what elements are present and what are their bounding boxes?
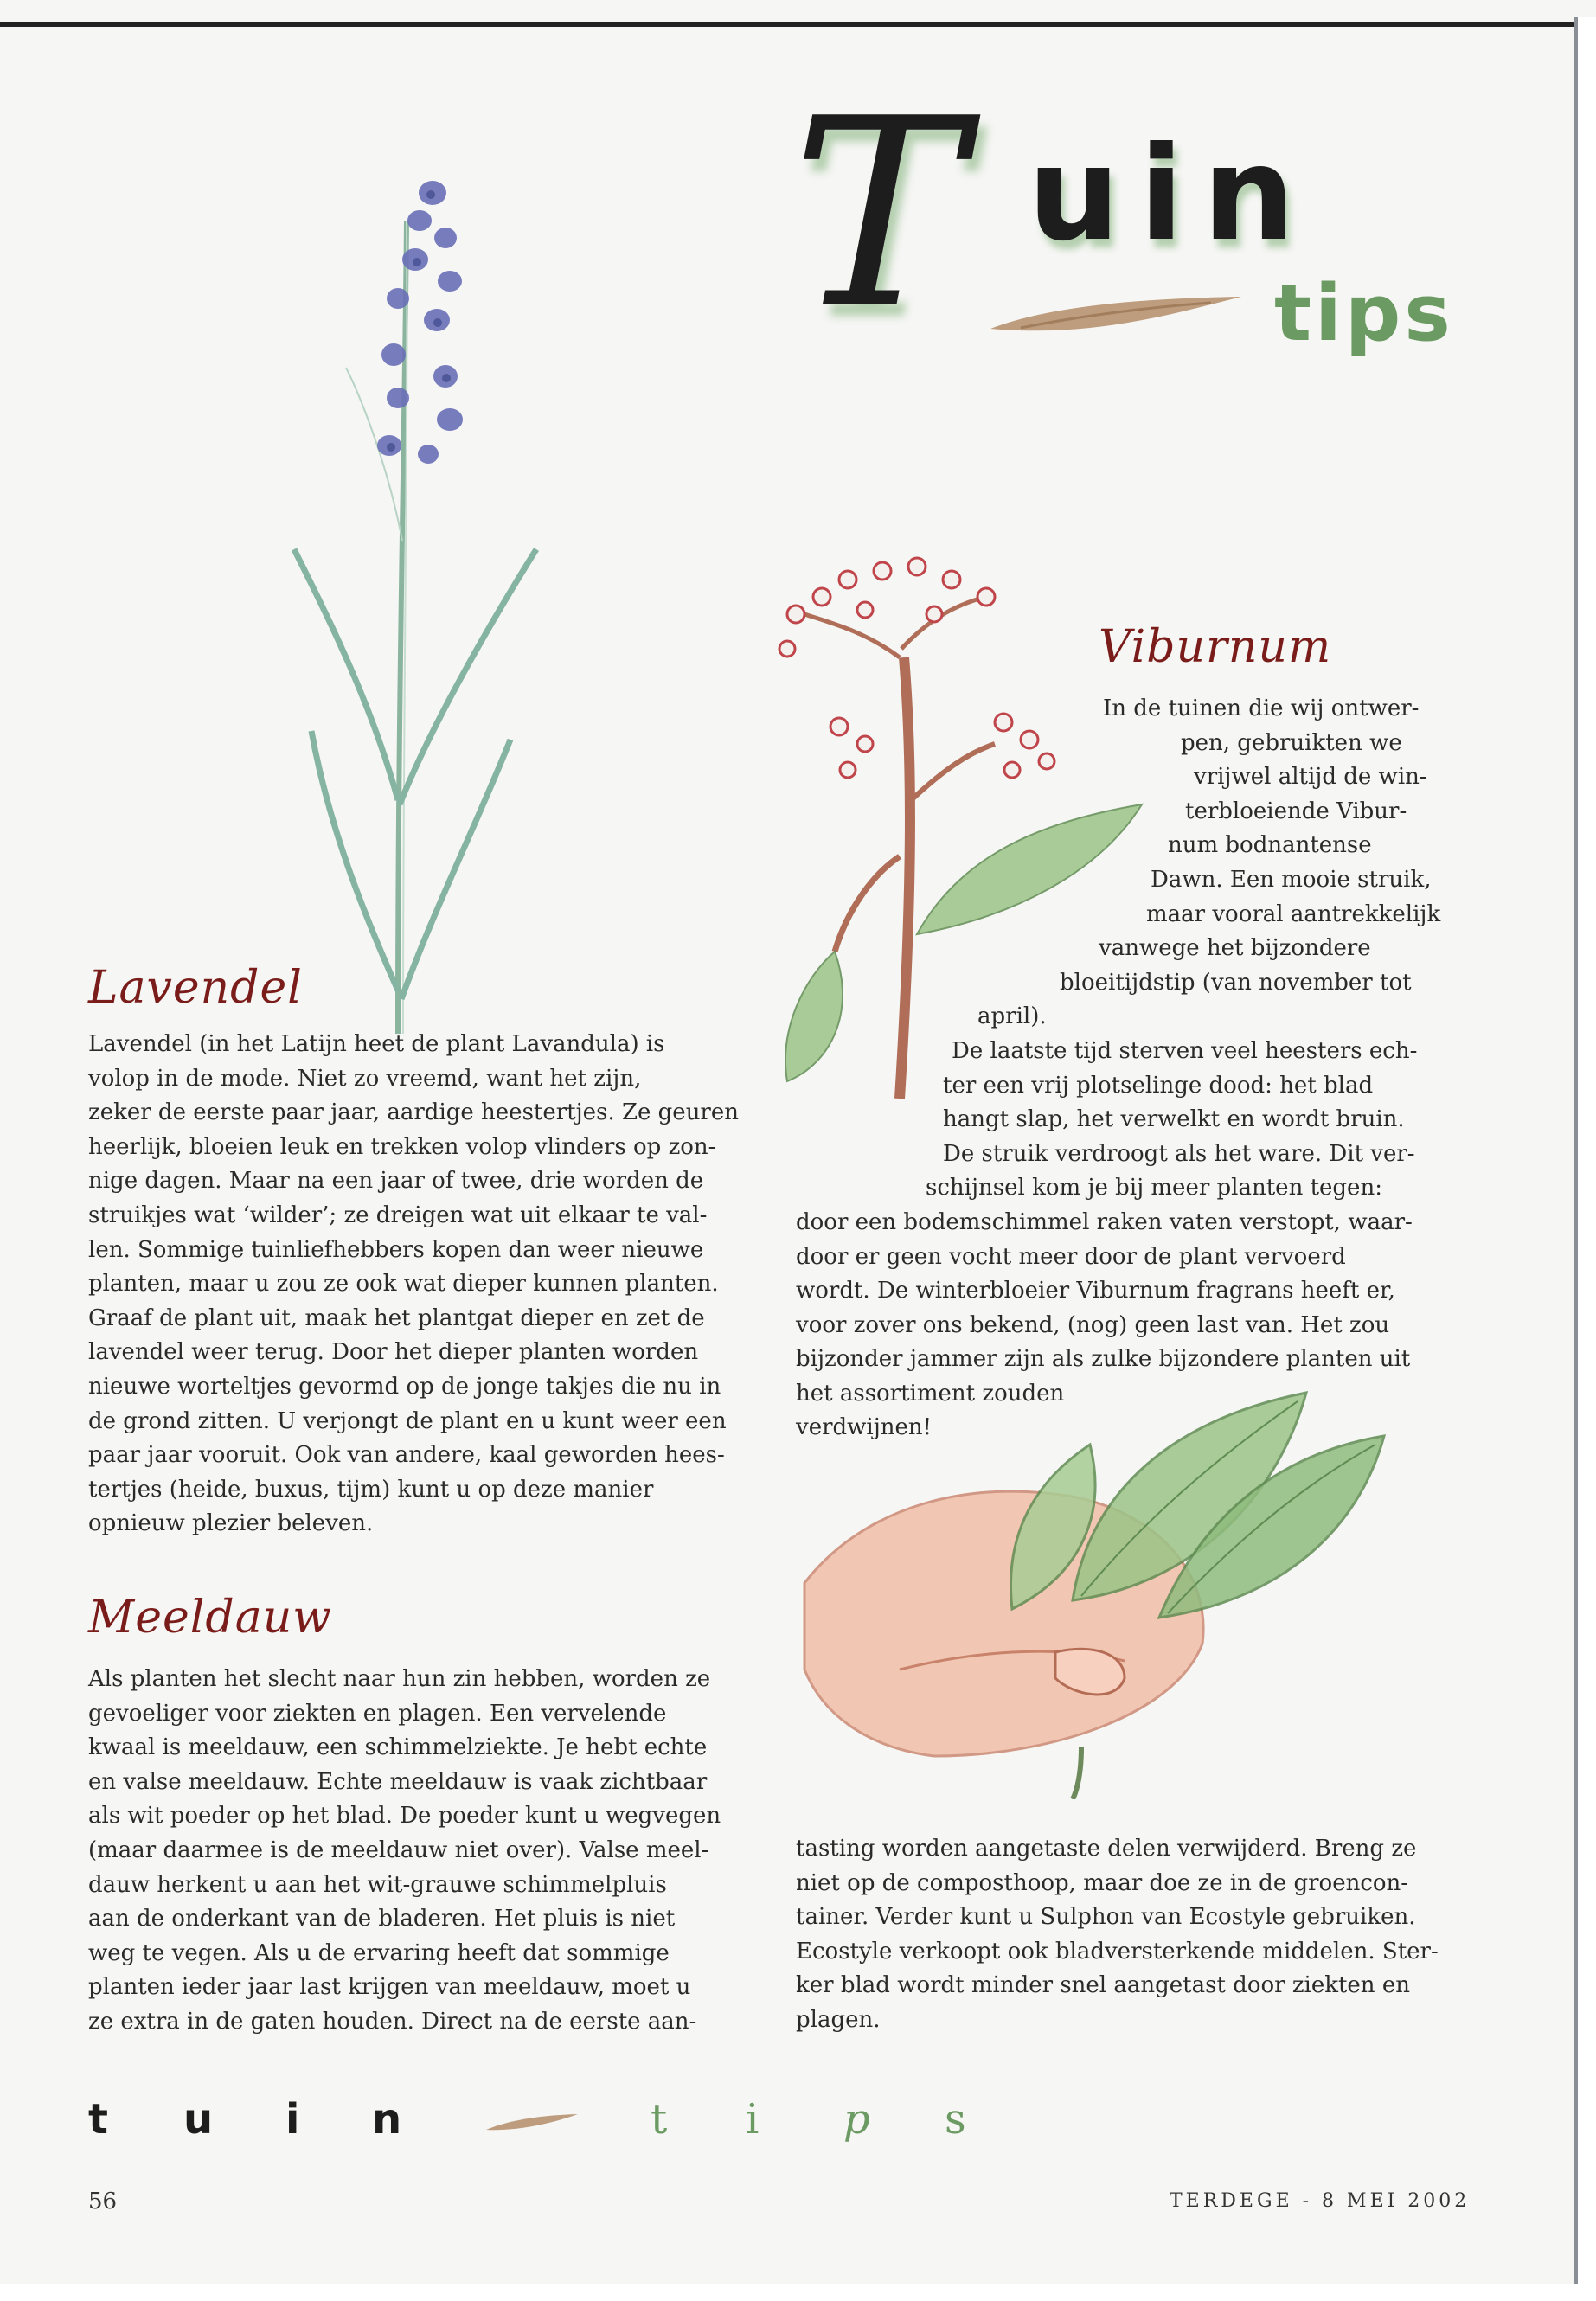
title-subword: tips: [1274, 268, 1454, 359]
meeldauw-heading: Meeldauw: [88, 1592, 332, 1644]
text-line: voor zover ons bekend, (nog) geen last van. Het zou: [796, 1311, 1390, 1338]
text-line: num bodnantense: [1168, 832, 1372, 859]
text-line: terbloeiende Vibur-: [1185, 798, 1407, 824]
text-line: De laatste tijd sterven veel heesters ech-: [952, 1037, 1418, 1064]
meeldauw-body-continued: [796, 1832, 1488, 2038]
text-line: volop in de mode. Niet zo vreemd, want het zijn,: [88, 1065, 642, 1092]
text-line: bloeitijdstip (van november tot: [1060, 969, 1412, 996]
text-line: ze extra in de gaten houden. Direct na de eerste aan-: [88, 2008, 697, 2035]
text-line: Lavendel (in het Latijn heet de plant Lavandula) is: [88, 1031, 665, 1057]
text-line: hangt slap, het verwelkt en wordt bruin.: [943, 1106, 1405, 1133]
text-line: Ecostyle verkoopt ook bladversterkende middelen. Ster-: [796, 1938, 1439, 1965]
text-line: nieuwe worteltjes gevormd op de jonge takjes die nu in: [88, 1373, 721, 1400]
text-line: heerlijk, bloeien leuk en trekken volop vlinders op zon-: [88, 1133, 716, 1160]
text-line: De struik verdroogt als het ware. Dit ver-: [943, 1140, 1415, 1167]
text-line: weg te vegen. Als u de ervaring heeft dat sommige: [88, 1939, 670, 1966]
title-initial: T: [792, 63, 965, 365]
text-line: aan de onderkant van de bladeren. Het pluis is niet: [88, 1906, 676, 1932]
text-line: ter een vrij plotselinge dood: het blad: [943, 1072, 1374, 1099]
text-line: april).: [977, 1003, 1047, 1030]
text-line: nige dagen. Maar na een jaar of twee, drie worden de: [88, 1168, 704, 1195]
footer-letter: i: [746, 2095, 760, 2144]
text-line: bijzonder jammer zijn als zulke bijzondere planten uit: [796, 1346, 1411, 1373]
hand-leaf-illustration: [796, 1384, 1401, 1799]
text-line: dauw herkent u aan het wit-grauwe schimmelpluis: [88, 1871, 667, 1898]
footer-letter: s: [945, 2095, 966, 2144]
scan-border-right: [1574, 17, 1596, 2301]
text-line: maar vooral aantrekkelijk: [1146, 901, 1441, 927]
scan-border-bottom: [0, 2284, 1596, 2301]
footer-letter: n: [372, 2095, 402, 2144]
footer-brush-stroke: [484, 2111, 580, 2137]
text-line: lavendel weer terug. Door het dieper planten worden: [88, 1339, 699, 1366]
text-line: zeker de eerste paar jaar, aardige heestertjes. Ze geuren: [88, 1099, 739, 1126]
text-line: tasting worden aangetaste delen verwijderd. Breng ze: [796, 1836, 1417, 1862]
text-line: opnieuw plezier beleven.: [88, 1510, 374, 1537]
text-line: kwaal is meeldauw, een schimmelziekte. Je hebt echte: [88, 1734, 708, 1761]
text-line: en valse meeldauw. Echte meeldauw is vaak zichtbaar: [88, 1768, 708, 1795]
text-line: Graaf de plant uit, maak het plantgat dieper en zet de: [88, 1304, 705, 1331]
footer-letter: p: [843, 2095, 870, 2144]
text-line: ker blad wordt minder snel aangetast door ziekten en: [796, 1972, 1410, 1999]
footer-letter: u: [183, 2095, 214, 2144]
text-line: Dawn. Een mooie struik,: [1151, 866, 1432, 893]
lavendel-heading: Lavendel: [88, 962, 303, 1014]
text-line: gevoeliger voor ziekten en plagen. Een vervelende: [88, 1700, 667, 1727]
viburnum-body: [796, 692, 1453, 1445]
text-line: schijnsel kom je bij meer planten tegen:: [926, 1175, 1382, 1202]
footer-letter: t: [88, 2095, 108, 2144]
text-line: planten, maar u zou ze ook wat dieper kunnen planten.: [88, 1271, 719, 1298]
footer-letter: t: [651, 2095, 668, 2144]
text-line: vanwege het bijzondere: [1099, 935, 1371, 962]
page-number: 56: [88, 2189, 118, 2214]
text-line: (maar daarmee is de meeldauw niet over). Valse meel-: [88, 1836, 709, 1863]
text-line: In de tuinen die wij ontwer-: [1103, 695, 1420, 721]
text-line: pen, gebruikten we: [1181, 729, 1402, 756]
viburnum-heading: Viburnum: [1099, 621, 1332, 673]
lavendel-body: [88, 1028, 780, 1541]
text-line: het assortiment zouden: [796, 1380, 1065, 1407]
meeldauw-body: [88, 1663, 780, 2040]
magazine-issue: TERDEGE - 8 MEI 2002: [1170, 2190, 1471, 2212]
text-line: len. Sommige tuinliefhebbers kopen dan weer nieuwe: [88, 1236, 704, 1263]
text-line: vrijwel altijd de win-: [1194, 764, 1427, 791]
text-line: als wit poeder op het blad. De poeder kunt u wegvegen: [88, 1803, 721, 1830]
title-brush-stroke: [986, 290, 1246, 350]
scan-border-top: [0, 22, 1596, 27]
text-line: planten ieder jaar last krijgen van meeldauw, moet u: [88, 1974, 691, 2001]
text-line: niet op de composthoop, maar doe ze in de groencon-: [796, 1869, 1409, 1896]
title-word: uin: [1028, 119, 1314, 270]
text-line: door er geen vocht meer door de plant vervoerd: [796, 1243, 1346, 1270]
text-line: plagen.: [796, 2006, 881, 2033]
footer-letter: i: [285, 2095, 300, 2144]
lavender-illustration: [277, 169, 562, 1051]
text-line: struikjes wat ‘wilder’; ze dreigen wat uit elkaar te val-: [88, 1202, 708, 1228]
text-line: verdwijnen!: [796, 1414, 933, 1441]
text-line: de grond zitten. U verjongt de plant en u kunt weer een: [88, 1407, 727, 1434]
text-line: tertjes (heide, buxus, tijm) kunt u op deze manier: [88, 1476, 654, 1503]
text-line: tainer. Verder kunt u Sulphon van Ecostyle gebruiken.: [796, 1904, 1416, 1931]
text-line: door een bodemschimmel raken vaten verstopt, waar-: [796, 1208, 1413, 1235]
text-line: paar jaar vooruit. Ook van andere, kaal geworden hees-: [88, 1442, 725, 1469]
text-line: wordt. De winterbloeier Viburnum fragrans heeft er,: [796, 1278, 1395, 1304]
text-line: Als planten het slecht naar hun zin hebben, worden ze: [88, 1666, 711, 1692]
